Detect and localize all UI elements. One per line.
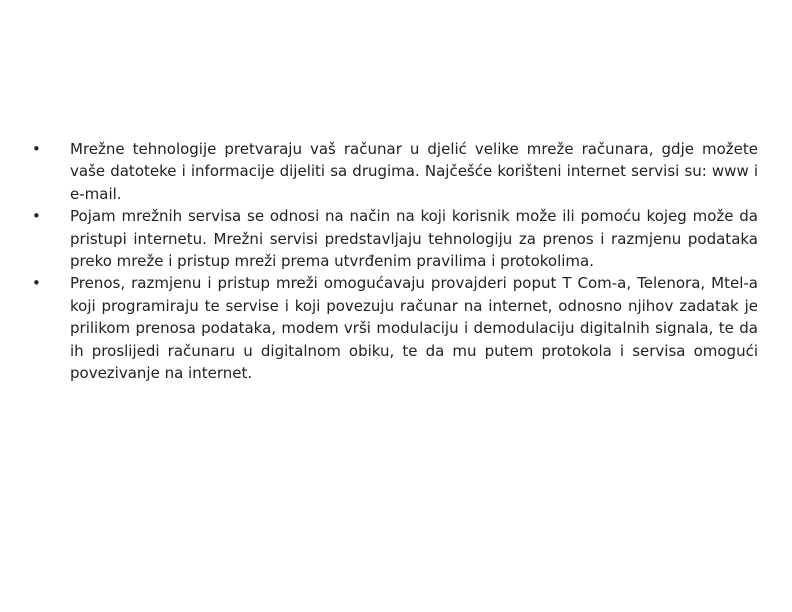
bullet-icon: • [32, 274, 41, 293]
bullet-item-provajderi [32, 272, 758, 384]
bullet-text: Pojam mrežnih servisa se odnosi na način na koji korisnik može ili pomoću kojeg može da pristupi internetu. Mrežni servisi predstavljaju tehnologiju za prenos i razmjenu podataka preko mreže i pristup mreži prema utvrđenim pravilima i protokolima. [70, 207, 758, 271]
bullet-text: Mrežne tehnologije pretvaraju vaš računar u djelić velike mreže računara, gdje možete vaše datoteke i informacije dijeliti sa drugima. Najčešće korišteni internet servisi su: www i e-mail. [70, 140, 758, 203]
bullet-item-mrezne-tehnologije [32, 138, 758, 205]
bullet-list [32, 138, 758, 384]
bullet-icon: • [32, 207, 41, 226]
bullet-item-pojam-servisa [32, 205, 758, 272]
bullet-text: Prenos, razmjenu i pristup mreži omogućavaju provajderi poput T Com-a, Telenora, Mtel-a koji programiraju te servise i koji povezuju računar na internet, odnosno njihov zadatak je prilikom prenosa podataka, modem vrši modulaciju i demodulaciju digitalnih signala, te da ih proslijedi računaru u digitalnom obiku, te da mu putem protokola i servisa omogući povezivanje na internet. [70, 274, 758, 383]
bullet-icon: • [32, 140, 41, 158]
